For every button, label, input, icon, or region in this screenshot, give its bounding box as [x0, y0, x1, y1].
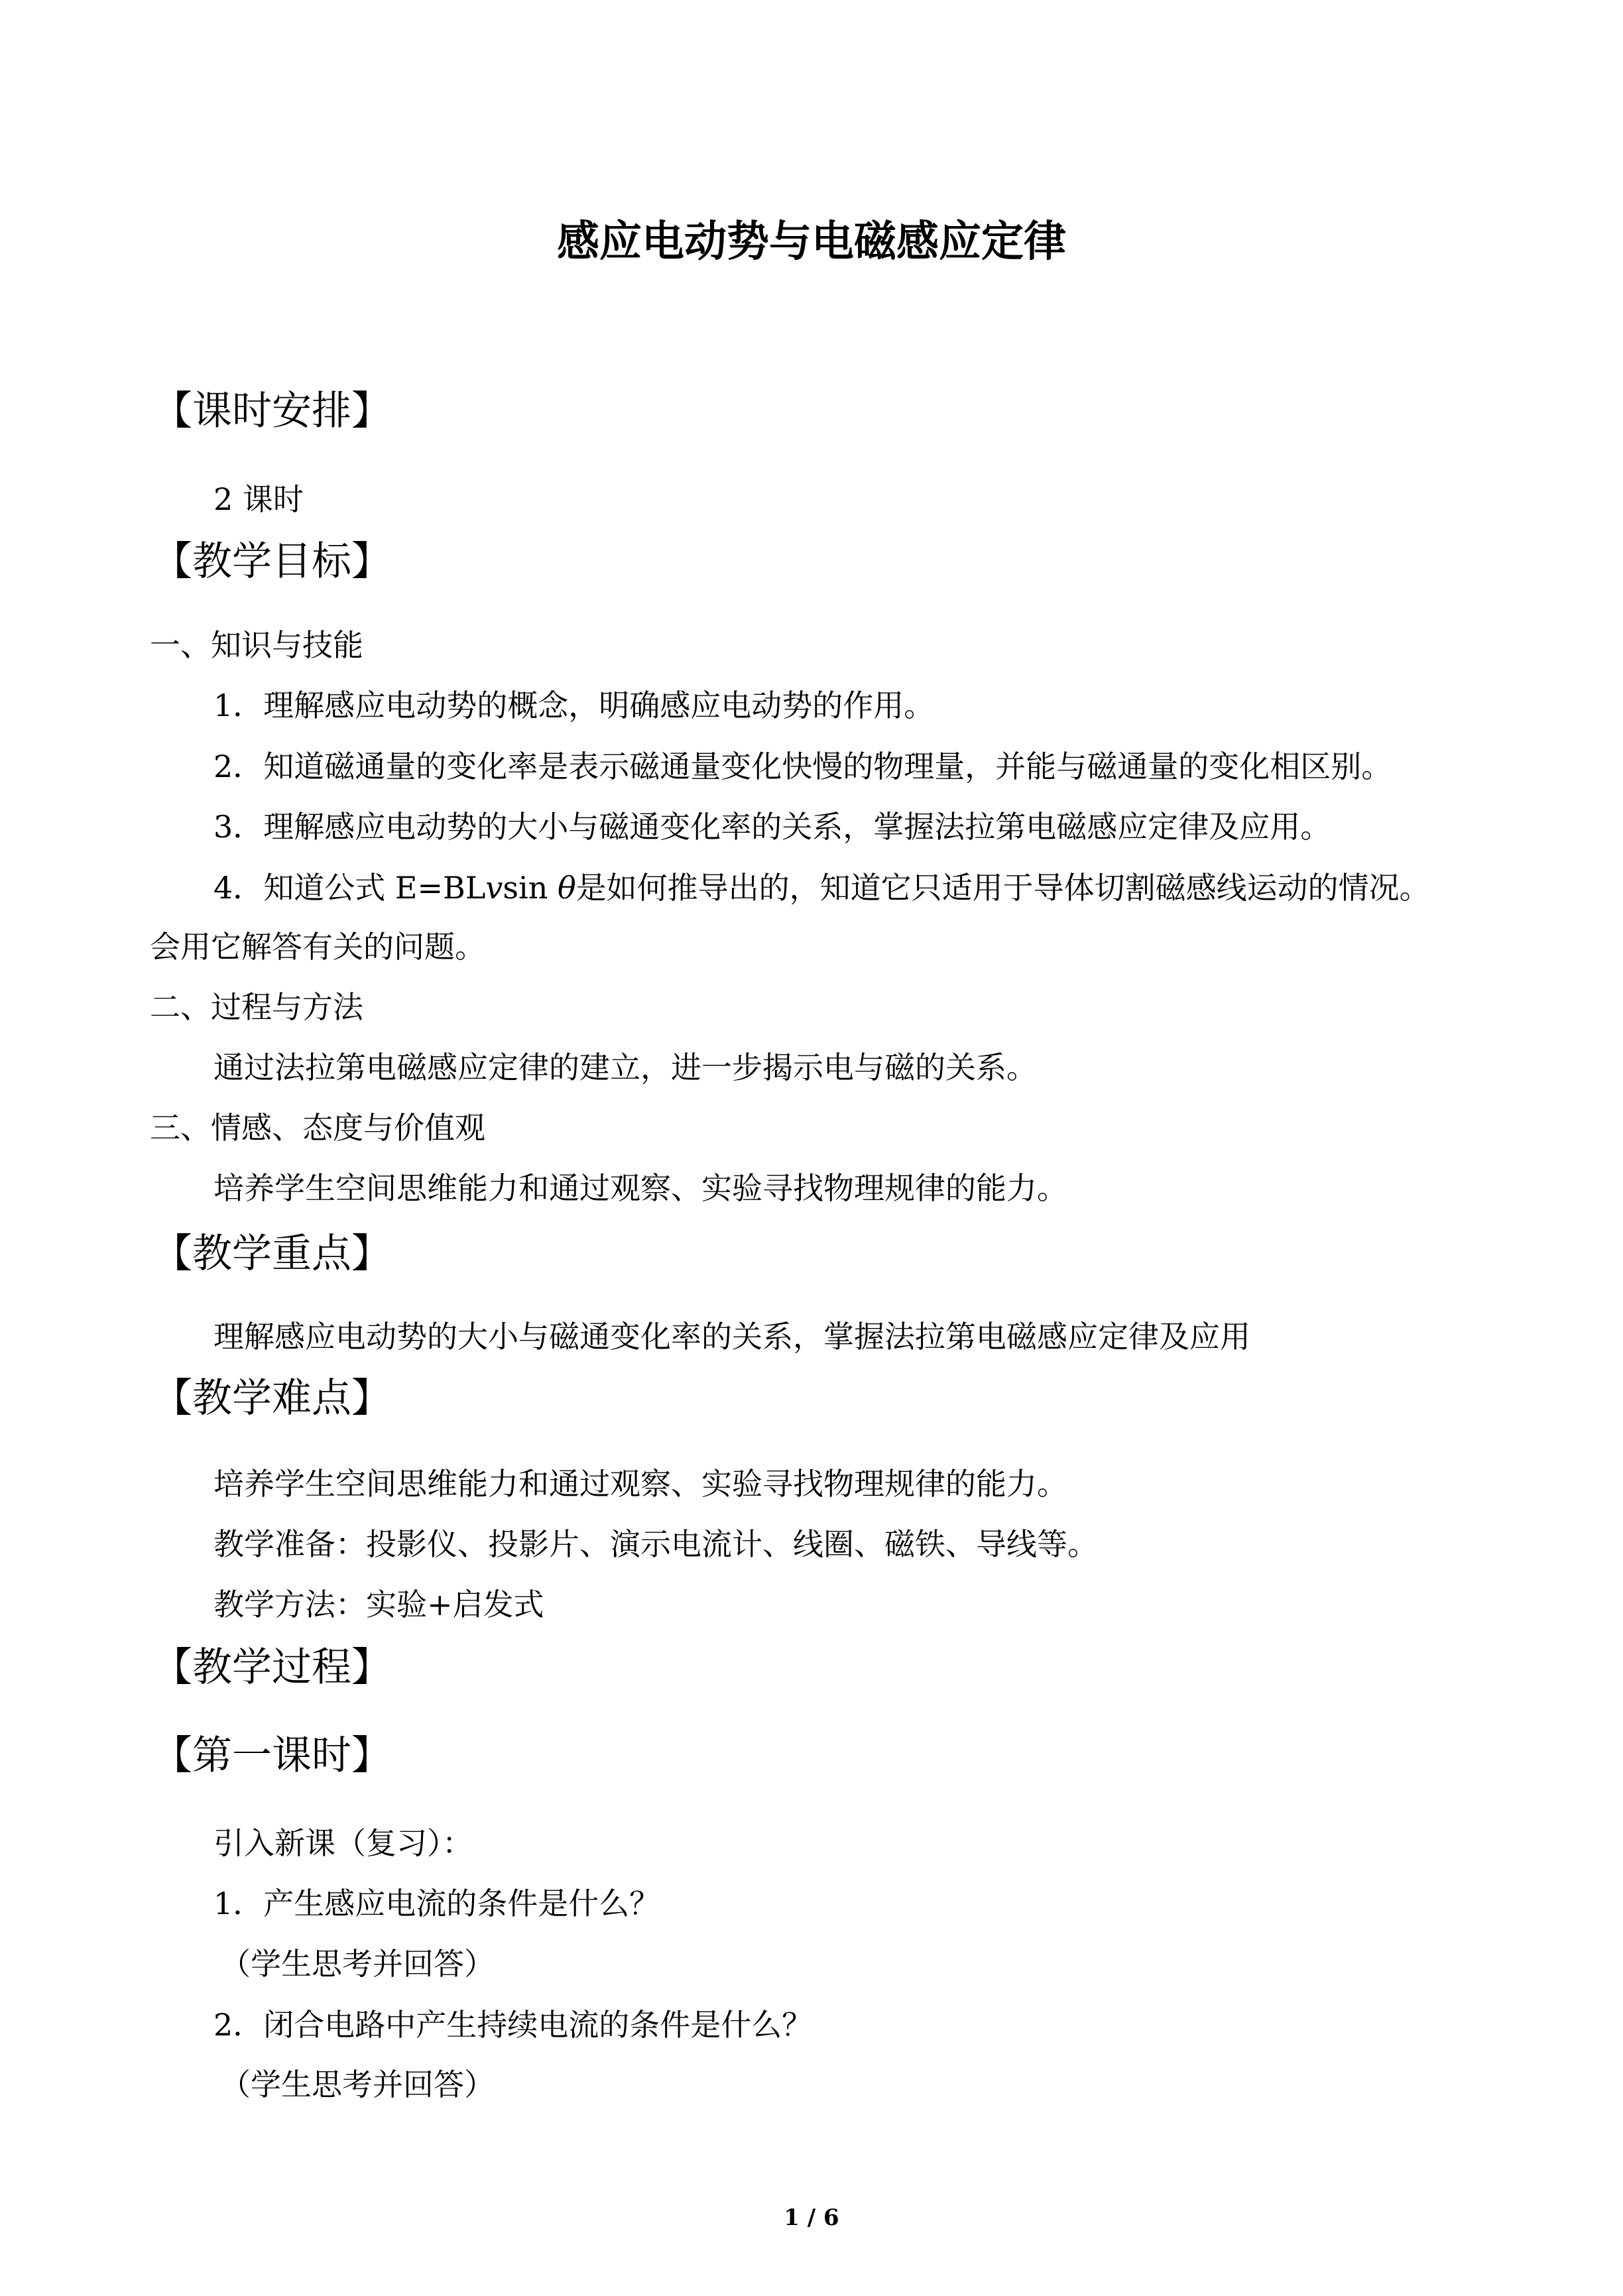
section-heading-key-points: 【教学重点】	[152, 1231, 391, 1277]
knowledge-skills-heading: 一、知识与技能	[150, 627, 363, 663]
intro-review: 引入新课（复习）：	[213, 1825, 473, 1861]
page-number: 1 / 6	[784, 2205, 839, 2231]
review-question-1: 1．产生感应电流的条件是什么？	[213, 1886, 660, 1921]
difficulties-text: 培养学生空间思维能力和通过观察、实验寻找物理规律的能力。	[213, 1466, 1067, 1502]
section-heading-first-lesson: 【第一课时】	[152, 1732, 391, 1779]
formula-sin: sin	[503, 870, 558, 906]
teaching-preparation: 教学准备：投影仪、投影片、演示电流计、线圈、磁铁、导线等。	[213, 1526, 1098, 1562]
process-method-text: 通过法拉第电磁感应定律的建立，进一步揭示电与磁的关系。	[213, 1050, 1037, 1085]
emotion-values-heading: 三、情感、态度与价值观	[150, 1110, 485, 1146]
section-heading-process: 【教学过程】	[152, 1644, 391, 1691]
process-method-heading: 二、过程与方法	[150, 989, 363, 1025]
review-answer-1: （学生思考并回答）	[220, 1946, 495, 1982]
review-answer-2: （学生思考并回答）	[220, 2067, 495, 2102]
document-title: 感应电动势与电磁感应定律	[557, 217, 1066, 267]
teaching-method: 教学方法：实验+启发式	[213, 1587, 544, 1622]
schedule-text: 2 课时	[213, 481, 304, 517]
emotion-values-text: 培养学生空间思维能力和通过观察、实验寻找物理规律的能力。	[213, 1170, 1067, 1206]
objective-item-3: 3．理解感应电动势的大小与磁通变化率的关系，掌握法拉第电磁感应定律及应用。	[213, 809, 1331, 845]
formula-variable-v: v	[485, 870, 503, 906]
review-question-2: 2．闭合电路中产生持续电流的条件是什么？	[213, 2007, 813, 2043]
objective-item-4	[213, 870, 1430, 906]
section-heading-schedule: 【课时安排】	[152, 388, 391, 434]
section-heading-difficulties: 【教学难点】	[152, 1375, 391, 1421]
objective-item-2: 2．知道磁通量的变化率是表示磁通量变化快慢的物理量，并能与磁通量的变化相区别。	[213, 749, 1392, 784]
objective-item-1: 1．理解感应电动势的概念，明确感应电动势的作用。	[213, 688, 935, 723]
objective-item-4-suffix: 是如何推导出的，知道它只适用于导体切割磁感线运动的情况。	[575, 870, 1430, 906]
formula-theta: θ	[557, 870, 576, 906]
section-heading-objectives: 【教学目标】	[152, 538, 391, 585]
objective-item-4-continuation: 会用它解答有关的问题。	[150, 929, 485, 965]
key-points-text: 理解感应电动势的大小与磁通变化率的关系，掌握法拉第电磁感应定律及应用	[213, 1319, 1250, 1355]
objective-item-4-prefix: 4．知道公式 E=BL	[213, 870, 486, 906]
